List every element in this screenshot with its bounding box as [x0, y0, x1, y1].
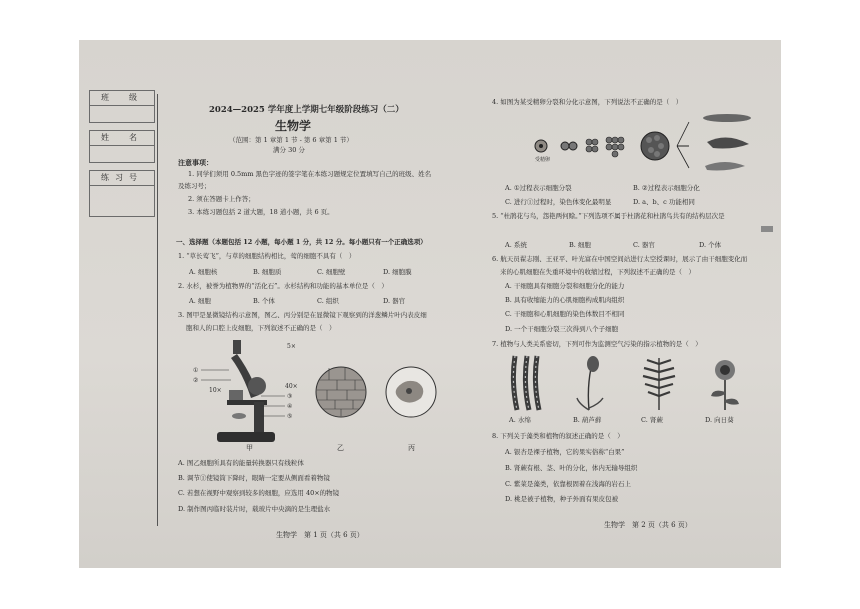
question-3-line-2: 胞和人的口腔上皮细胞，下列叙述不正确的是（ ） [186, 324, 336, 332]
q5-option-b: B. 细胞 [569, 241, 591, 249]
full-score: 满分 30 分 [273, 146, 305, 154]
question-3-line-1: 3. 图甲是显微镜结构示意图，图乙、丙分别是在显微镜下观察到的洋葱鳞片叶内表皮细 [178, 311, 427, 319]
figure-bing-label: 丙 [408, 444, 415, 452]
moss-image [573, 354, 607, 412]
question-6-line-2: 来的心肌细胞在失重环境中的收缩过程，下列叙述不正确的是（ ） [500, 268, 695, 276]
q3-option-a: A. 图乙细胞所具有的能量转换器只有线粒体 [178, 459, 304, 467]
micro-label-5: ⑤ [287, 413, 293, 420]
q3-option-b: B. 调节①使镜筒下降时，眼睛一定要从侧面看着物镜 [178, 474, 330, 482]
q2-option-c: C. 组织 [317, 297, 339, 305]
q5-answer-blank [761, 226, 773, 232]
exam-title: 2024—2025 学年度上学期七年级阶段练习（二） [209, 105, 404, 115]
question-6-line-1: 6. 航天员翟志刚、王亚平、叶光富在中国空间站进行太空授课时，展示了由干细胞变化而 [492, 255, 748, 263]
notice-line-1: 1. 同学们须用 0.5mm 黑色字迹的签字笔在本练习题规定位置填写自己的班级、姓名 [188, 170, 432, 178]
question-7: 7. 植物与人类关系密切，下列可作为监测空气污染的指示植物的是（ ） [492, 340, 702, 348]
notice-heading: 注意事项： [178, 158, 213, 167]
name-box [89, 130, 155, 163]
number-blank [90, 186, 154, 216]
question-4: 4. 如图为某受精卵分裂和分化示意图，下列说法不正确的是（ ） [492, 98, 683, 106]
q1-option-d: D. 细胞膜 [383, 268, 412, 276]
q8-option-c: C. 紫菜是藻类，依靠根固着在浅海的岩石上 [505, 480, 631, 488]
question-8: 8. 下列关于藻类和植物的叙述正确的是（ ） [492, 432, 624, 440]
question-2: 2. 水杉，被誉为植物界的“活化石”。水杉结构和功能的基本单位是（ ） [178, 282, 388, 290]
q4-option-c: C. 进行①过程时，染色体变化最明显 [505, 198, 612, 206]
name-blank [90, 146, 154, 162]
q5-option-d: D. 个体 [699, 241, 722, 249]
right-page-footer: 生物学 第 2 页（共 6 页） [604, 521, 692, 529]
objective-10-label: 10× [209, 387, 222, 394]
number-label: 练习号 [90, 171, 154, 186]
q3-option-c: C. 若想在视野中观察到较多的细胞，应选用 40×的物镜 [178, 489, 340, 497]
q5-option-c: C. 器官 [633, 241, 655, 249]
subject-title: 生物学 [275, 119, 312, 133]
q6-option-d: D. 一个干细胞分裂三次得到八个子细胞 [505, 325, 619, 333]
q7-option-b: B. 葫芦藓 [573, 416, 602, 424]
q4-option-a: A. ①过程表示细胞分裂 [505, 184, 572, 192]
class-label: 班 级 [90, 91, 154, 106]
q2-option-a: A. 细胞 [189, 297, 211, 305]
left-page-footer: 生物学 第 1 页（共 6 页） [276, 531, 364, 539]
fern-image [639, 354, 679, 412]
micro-label-2: ② [193, 377, 199, 384]
q6-option-a: A. 干细胞具有细胞分裂和细胞分化的能力 [505, 282, 625, 290]
q4-option-d: D. a、b、c 功能相同 [633, 198, 695, 206]
cheek-cells-figure [385, 366, 437, 418]
q1-option-b: B. 细胞质 [253, 268, 282, 276]
q7-option-c: C. 肾蕨 [641, 416, 663, 424]
q5-option-a: A. 系统 [505, 241, 527, 249]
q3-option-d: D. 制作图丙临时装片时，载玻片中央滴的是生理盐水 [178, 505, 331, 513]
eyepiece-label: 5× [287, 343, 296, 350]
figure-jia-label: 甲 [246, 444, 253, 452]
onion-cells-figure [315, 366, 367, 418]
q4-option-b: B. ②过程表示细胞分化 [633, 184, 700, 192]
notice-line-2: 及练习号； [178, 182, 211, 190]
notice-line-4: 3. 本练习题包括 2 道大题，18 道小题，共 6 页。 [188, 208, 334, 216]
q6-option-b: B. 具有收缩能力的心肌细胞构成肌肉组织 [505, 296, 625, 304]
section-1-heading: 一、选择题（本题包括 12 小题，每小题 1 分，共 12 分。每小题只有一个正确选项） [176, 238, 427, 246]
class-box [89, 90, 155, 123]
spirogyra-image [507, 354, 545, 412]
q6-option-c: C. 干细胞和心肌细胞的染色体数目不相同 [505, 310, 625, 318]
class-blank [90, 106, 154, 122]
exam-sheet [79, 40, 781, 568]
number-box [89, 170, 155, 217]
notice-line-3: 2. 须在答题卡上作答； [188, 195, 255, 203]
cell-division-figure [527, 110, 757, 176]
sunflower-image [705, 354, 745, 412]
micro-label-3: ③ [287, 393, 293, 400]
figure-yi-label: 乙 [337, 444, 344, 452]
q7-option-d: D. 向日葵 [705, 416, 734, 424]
q8-option-b: B. 肾蕨有根、茎、叶的分化，体内无输导组织 [505, 464, 638, 472]
q8-option-a: A. 银杏是裸子植物，它的果实俗称“白果” [505, 448, 625, 456]
binding-divider [157, 94, 158, 526]
question-1: 1. “草长莺飞”，与草的细胞结构相比，莺的细胞不具有（ ） [178, 252, 356, 260]
q1-option-a: A. 细胞核 [189, 268, 218, 276]
name-label: 姓 名 [90, 131, 154, 146]
q1-option-c: C. 细胞壁 [317, 268, 346, 276]
q7-option-a: A. 水绵 [509, 416, 531, 424]
exam-range: （范围：第 1 章第 1 节 - 第 6 章第 1 节） [229, 136, 353, 144]
q8-option-d: D. 桃是被子植物，种子外面有果皮包被 [505, 495, 619, 503]
question-5: 5. “杜鹃花与鸟，怨艳两何赊。”下列选项不属于杜鹃花和杜鹃鸟共有的结构层次是 [492, 212, 725, 220]
q2-option-d: D. 器官 [383, 297, 406, 305]
q2-option-b: B. 个体 [253, 297, 275, 305]
micro-label-4: ④ [287, 403, 293, 410]
zygote-label: 受精卵 [535, 157, 551, 163]
micro-label-1: ① [193, 367, 199, 374]
objective-40-label: 40× [285, 383, 298, 390]
